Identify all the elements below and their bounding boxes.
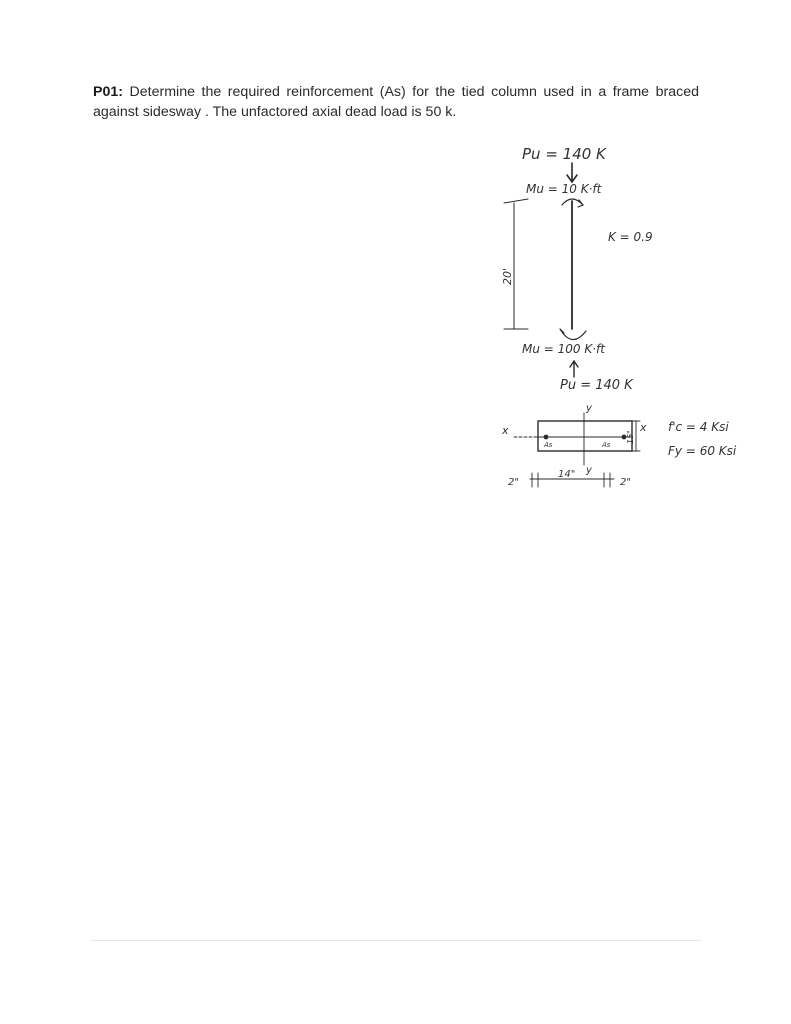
steel-left-label: As (544, 441, 553, 449)
problem-text: Determine the required reinforcement (As) for the tied column used in a frame braced against sidesway . The unfactored axial dead load is 50 k. (93, 84, 699, 120)
steel-right-label: As (602, 441, 611, 449)
bottom-moment-arc (560, 329, 586, 340)
fy-label: Fy = 60 Ksi (668, 444, 737, 458)
fc-label: f'c = 4 Ksi (668, 420, 729, 434)
section-width-label: 14" (558, 469, 576, 480)
axis-x-left-label: x (502, 424, 509, 437)
cover-left-label: 2" (508, 477, 519, 488)
height-tick-top (504, 199, 528, 203)
bottom-moment-label: Mu = 100 K·ft (522, 342, 605, 356)
bottom-load-label: Pu = 140 K (560, 378, 633, 393)
problem-statement (93, 82, 699, 122)
axis-x-right-label: x (640, 421, 647, 434)
top-load-arrow (567, 163, 577, 182)
section-depth-label: 15" (626, 430, 635, 444)
cover-right-label: 2" (620, 477, 631, 488)
steel-bar-left (544, 435, 549, 440)
k-factor-label: K = 0.9 (608, 230, 653, 244)
bottom-load-arrow (570, 361, 578, 377)
column-sketch (490, 135, 790, 500)
problem-id: P01: (93, 84, 123, 100)
top-moment-label: Mu = 10 K·ft (526, 182, 602, 196)
axis-y-top-label: y (586, 403, 592, 414)
footer-divider (91, 940, 701, 941)
axis-y-bottom-label: y (586, 465, 592, 476)
height-label: 20' (501, 267, 514, 285)
top-load-label: Pu = 140 K (522, 145, 606, 163)
